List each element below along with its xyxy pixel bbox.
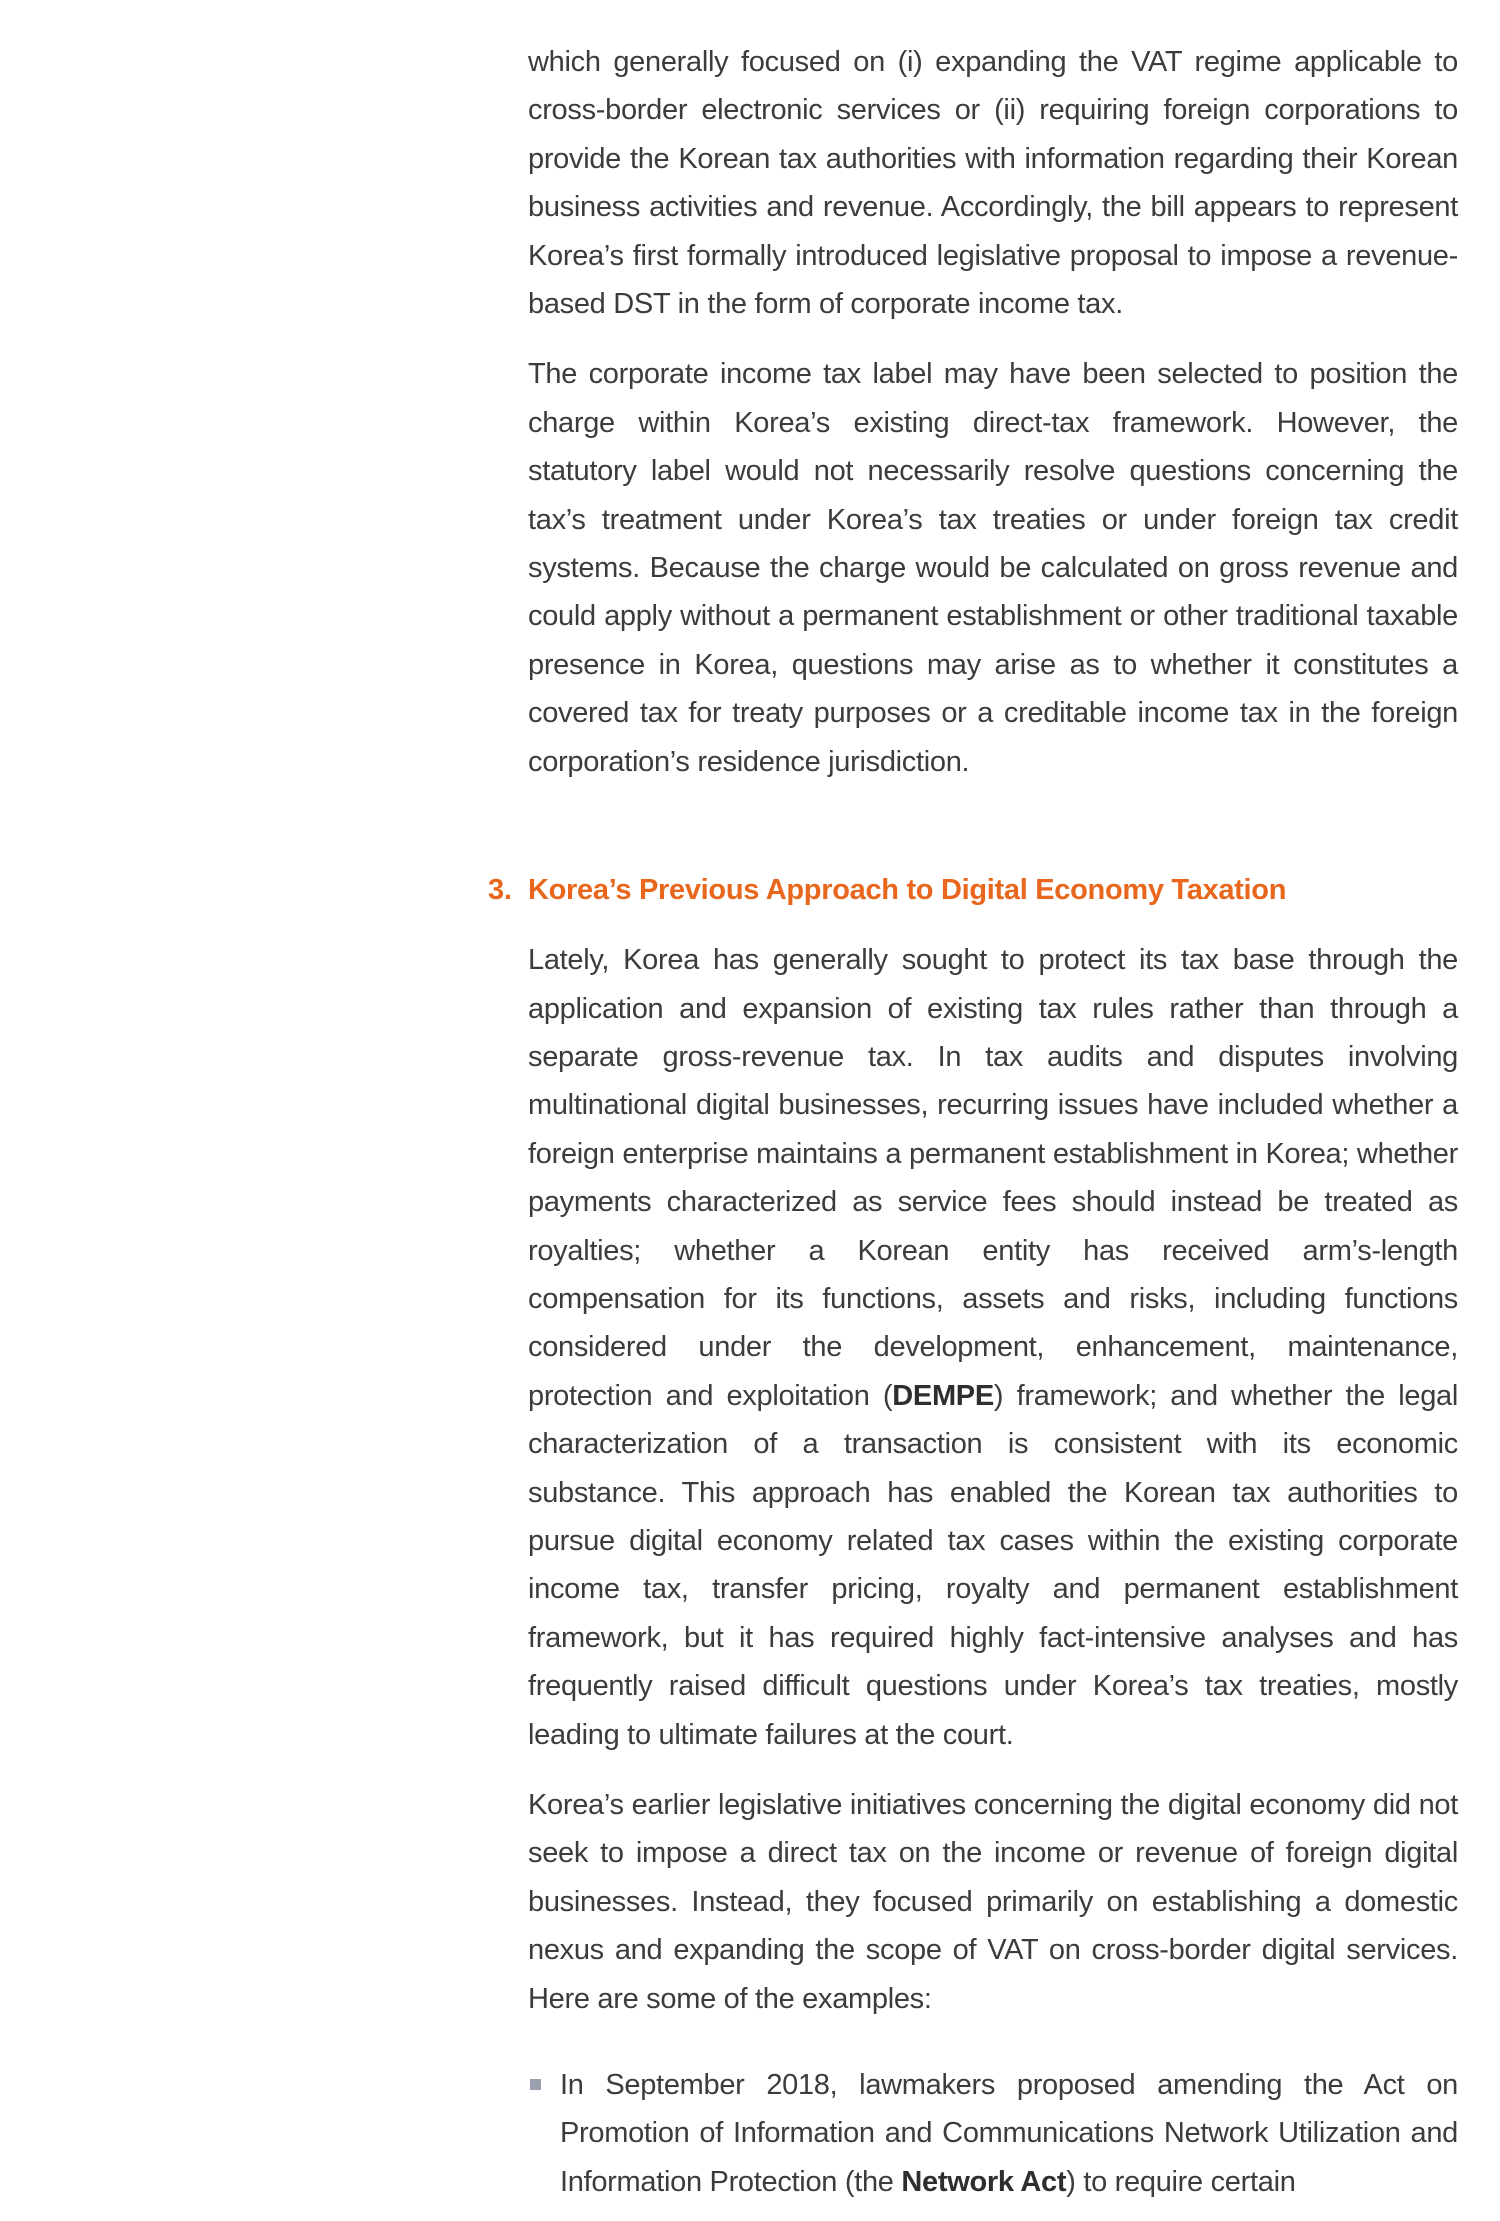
section-title: Korea’s Previous Approach to Digital Economy Taxation xyxy=(528,874,1287,907)
list-item xyxy=(528,2061,1458,2206)
list-item-text: ) to require certain xyxy=(1066,2165,1296,2198)
paragraph-legislative-initiatives: Korea’s earlier legislative initiatives concerning the digital economy did not seek to impose a direct tax on the income or revenue of foreign digital businesses. Instead, they focused primarily on establishing a domestic nexus and expanding the scope of VAT on cross-border digital services. Here are some of the examples: xyxy=(528,1789,1458,2015)
paragraph-previous-approach xyxy=(528,936,1458,1759)
paragraph-text: Lately, Korea has generally sought to protect its tax base through the application and expansion of existing tax rules rather than through a separate gross-revenue tax. In tax audits and disputes involving multinational digital businesses, recurring issues have included whether a foreign enterprise maintains a permanent establishment in Korea; whether payments characterized as service fees should instead be treated as royalties; whether a Korean entity has received arm’s-length compensation for its functions, assets and risks, including functions considered under the development, enhancement, maintenance, protection and exploitation ( xyxy=(528,944,1458,1412)
document-body xyxy=(488,38,1458,2206)
list-item-text: In September 2018, lawmakers proposed amending the Act on Promotion of Information and Communications Network Utilization and Information Protection (the xyxy=(560,2069,1458,2198)
paragraph-text: ) framework; and whether the legal characterization of a transaction is consistent with its economic substance. This approach has enabled the Korean tax authorities to pursue digital economy related tax cases within the existing corporate income tax, transfer pricing, royalty and permanent establishment framework, but it has required highly fact-intensive analyses and has frequently raised difficult questions under Korea’s tax treaties, mostly leading to ultimate failures at the court. xyxy=(528,1379,1458,1751)
square-bullet-icon xyxy=(530,2079,541,2090)
section-heading xyxy=(488,866,1458,914)
examples-list xyxy=(528,2061,1458,2206)
section-number: 3. xyxy=(488,874,512,907)
network-act-term: Network Act xyxy=(901,2165,1067,2198)
dempe-term: DEMPE xyxy=(892,1379,994,1412)
paragraph-vat-regime: which generally focused on (i) expanding the VAT regime applicable to cross-border electronic services or (ii) requiring foreign corporations to provide the Korean tax authorities with information regarding their Korean business activities and revenue. Accordingly, the bill appears to represent Korea’s first formally introduced legislative proposal to impose a revenue-based DST in the form of corporate income tax. xyxy=(528,46,1458,321)
paragraph-corporate-income-tax-label: The corporate income tax label may have been selected to position the charge within Korea’s existing direct-tax framework. However, the statutory label would not necessarily resolve questions concerning the tax’s treatment under Korea’s tax treaties or under foreign tax credit systems. Because the charge would be calculated on gross revenue and could apply without a permanent establishment or other traditional taxable presence in Korea, questions may arise as to whether it constitutes a covered tax for treaty purposes or a creditable income tax in the foreign corporation’s residence jurisdiction. xyxy=(528,358,1458,778)
